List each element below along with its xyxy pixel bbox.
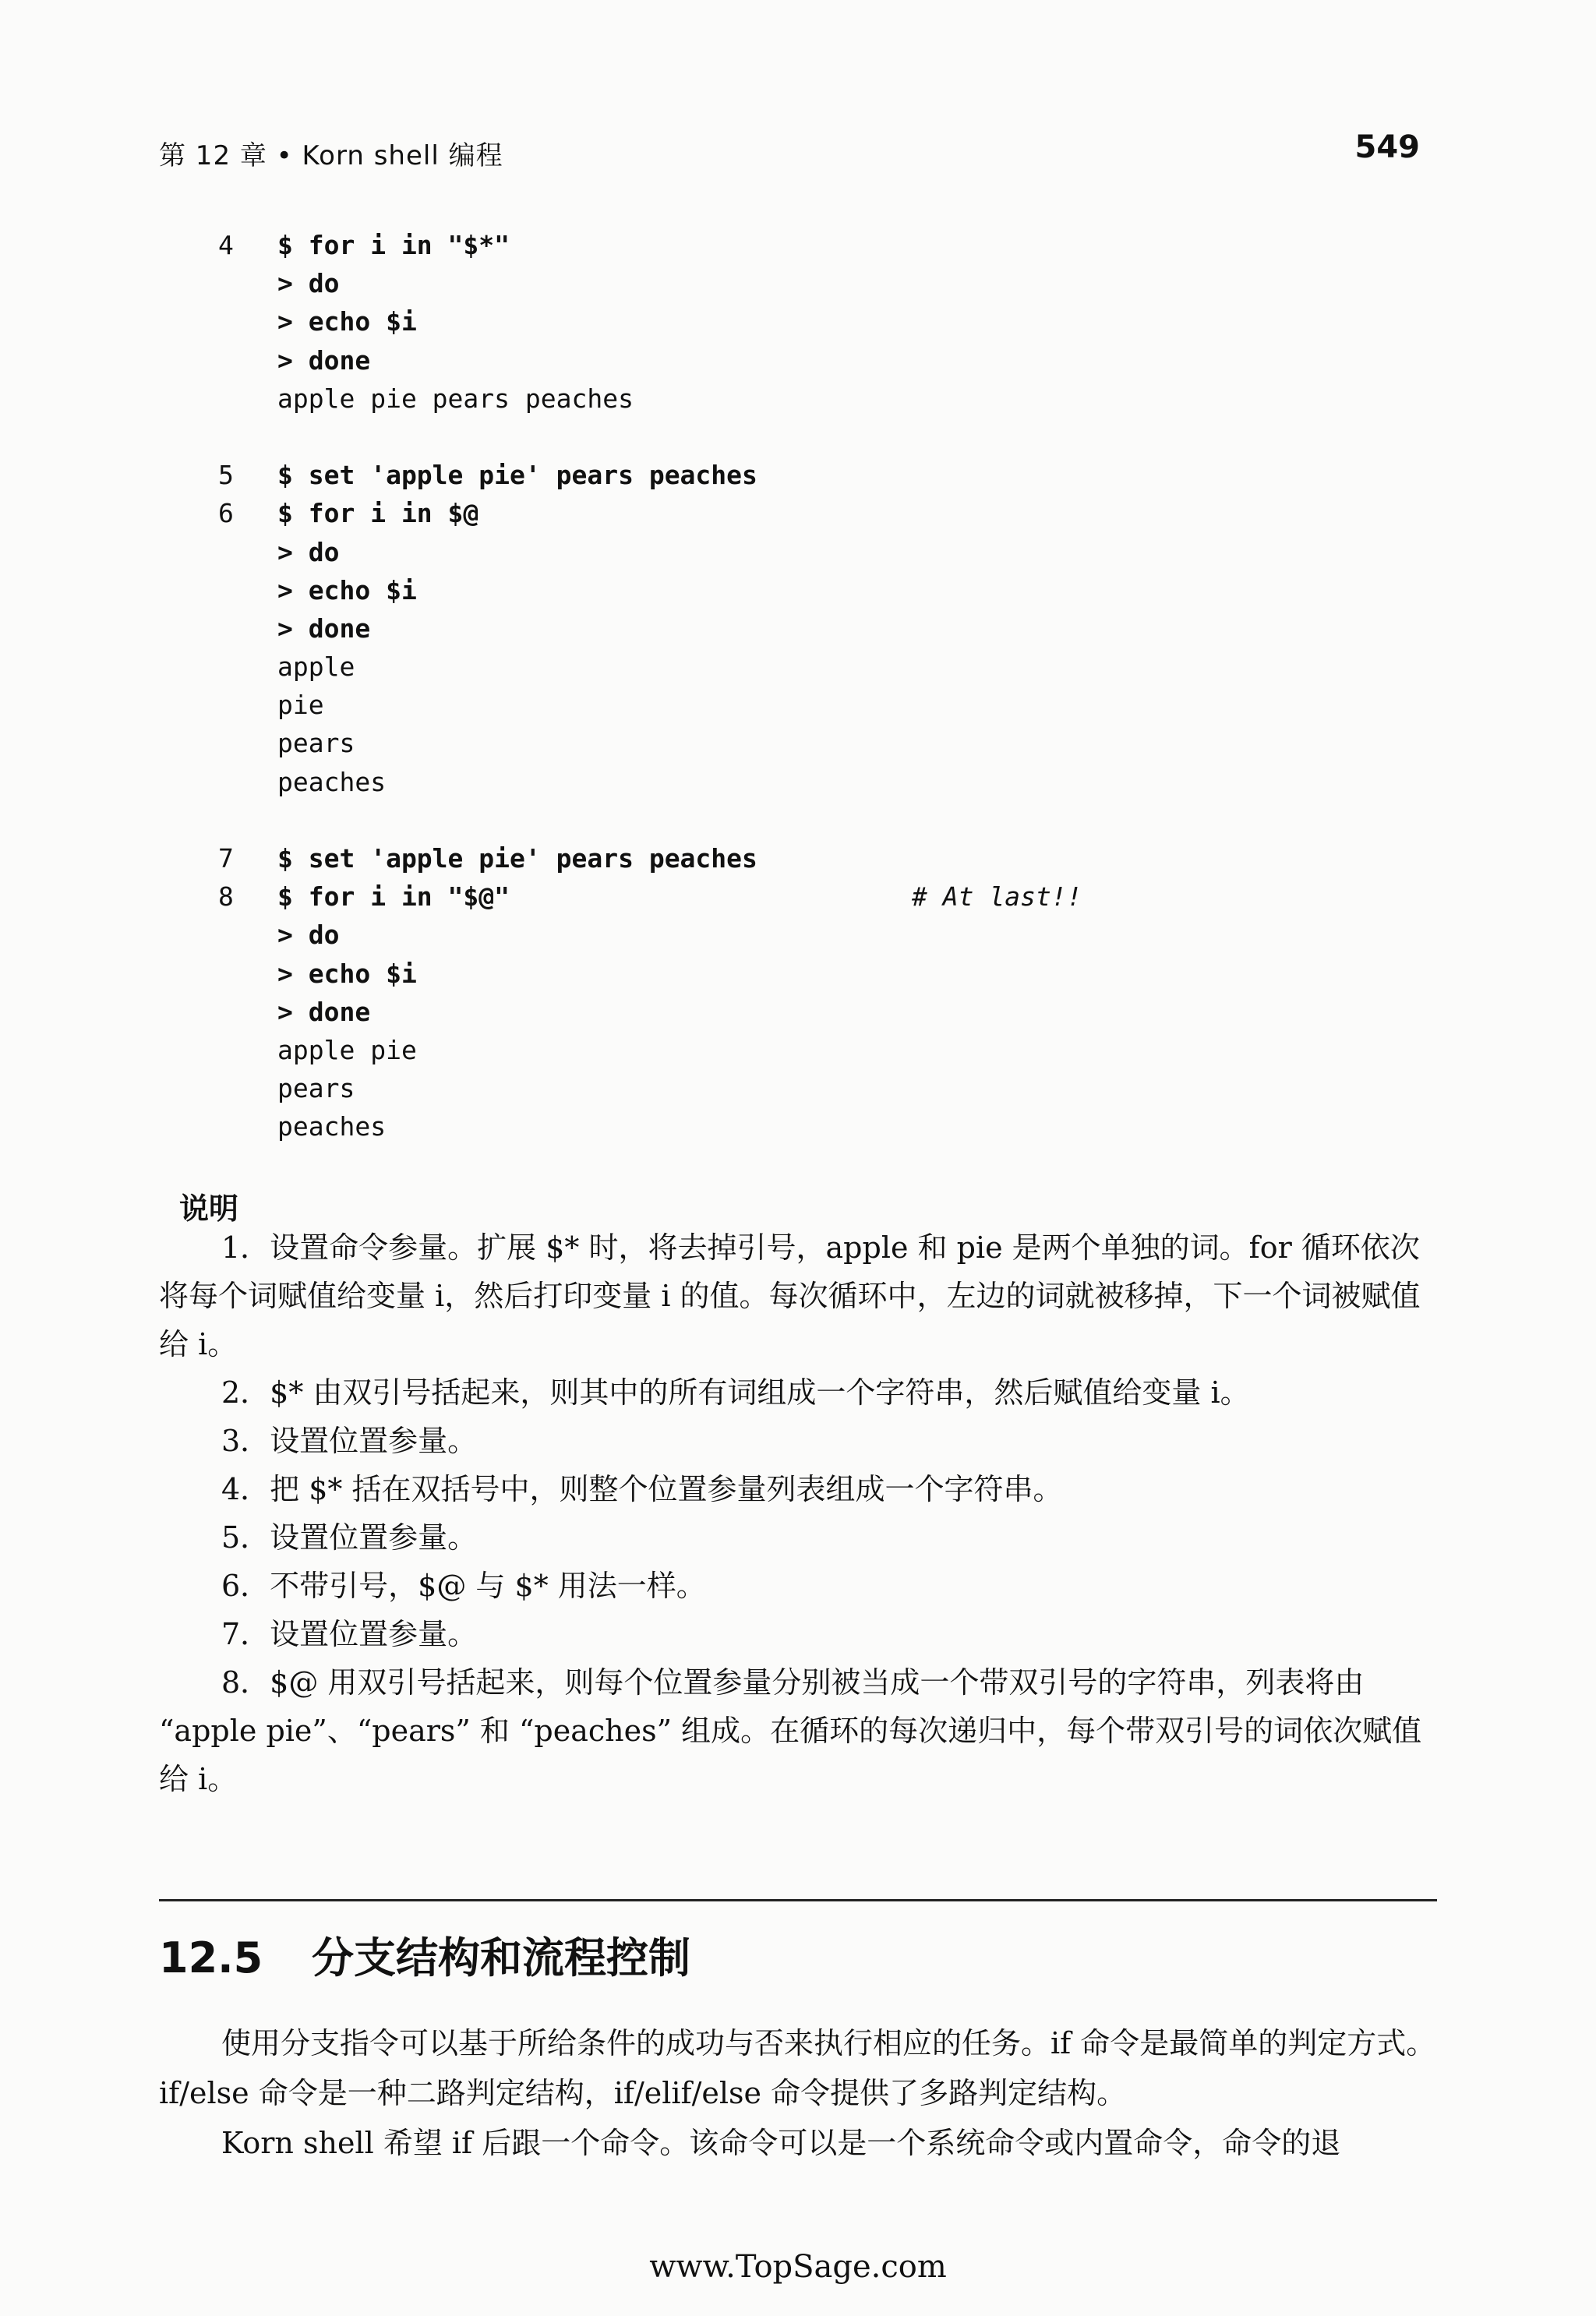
code-output bbox=[218, 648, 1465, 686]
explanation-item: 8．$@ 用双引号括起来，则每个位置参量分别被当成一个带双引号的字符串，列表将由 “apple pie”、“pears” 和 “peaches” 组成。在循环的每次递归中，每个带双引号的词依次赋值给 i。 bbox=[159, 1665, 1422, 1796]
code-output-text: apple pie pears peaches bbox=[277, 383, 634, 414]
code-output bbox=[218, 1031, 1465, 1069]
code-line bbox=[218, 302, 1465, 341]
code-line bbox=[218, 993, 1465, 1031]
section-body bbox=[159, 2018, 1437, 2168]
paragraph: Korn shell 希望 if 后跟一个命令。该命令可以是一个系统命令或内置命令，命令的退 bbox=[221, 2126, 1341, 2160]
code-line bbox=[218, 494, 1465, 532]
code-output-text: peaches bbox=[277, 766, 387, 797]
running-head: 第 12 章 • Korn shell 编程 bbox=[159, 140, 503, 171]
footer-url: www.TopSage.com bbox=[649, 2249, 947, 2285]
code-line bbox=[218, 916, 1465, 954]
code-line bbox=[218, 456, 1465, 494]
code-output-text: peaches bbox=[277, 1111, 387, 1142]
page-header bbox=[159, 129, 1420, 173]
explanation-item: 7．设置位置参量。 bbox=[221, 1617, 478, 1651]
section-title: 分支结构和流程控制 bbox=[312, 1933, 690, 1982]
code-example bbox=[218, 226, 1465, 1146]
code-command: > do bbox=[277, 920, 340, 951]
code-output-text: pears bbox=[277, 1073, 355, 1104]
code-line bbox=[218, 955, 1465, 993]
explanation-item: 3．设置位置参量。 bbox=[221, 1424, 478, 1458]
code-output bbox=[218, 686, 1465, 724]
code-command: > done bbox=[277, 613, 371, 644]
explanation-label: 说明 bbox=[179, 1192, 239, 1226]
code-line bbox=[218, 571, 1465, 609]
code-line-number: 8 bbox=[218, 881, 234, 913]
code-line-number: 6 bbox=[218, 498, 234, 529]
code-output bbox=[218, 763, 1465, 801]
page-number: 549 bbox=[1354, 129, 1420, 165]
code-output-text: pears bbox=[277, 728, 355, 759]
code-command: > echo $i bbox=[277, 574, 417, 605]
code-line bbox=[218, 226, 1465, 264]
code-command: > done bbox=[277, 344, 371, 376]
code-command: $ for i in $@ bbox=[277, 498, 479, 529]
section-divider bbox=[159, 1899, 1437, 1901]
code-command: $ for i in "$@" bbox=[277, 881, 510, 913]
code-line bbox=[218, 839, 1465, 877]
code-line bbox=[218, 609, 1465, 648]
explanation-item: 4．把 $* 括在双括号中，则整个位置参量列表组成一个字符串。 bbox=[221, 1472, 1063, 1506]
code-command: > do bbox=[277, 268, 340, 299]
explanation-item: 2．$* 由双引号括起来，则其中的所有词组成一个字符串，然后赋值给变量 i。 bbox=[221, 1375, 1250, 1410]
explanation-item: 6．不带引号，$@ 与 $* 用法一样。 bbox=[221, 1569, 706, 1603]
explanation-list bbox=[159, 1223, 1437, 1803]
code-spacer bbox=[218, 801, 1465, 839]
code-line-number: 7 bbox=[218, 843, 234, 874]
code-command: > echo $i bbox=[277, 306, 417, 337]
code-output bbox=[218, 1069, 1465, 1107]
code-line-number: 5 bbox=[218, 460, 234, 491]
code-command: > echo $i bbox=[277, 958, 417, 989]
code-command: > done bbox=[277, 996, 371, 1027]
code-command: > do bbox=[277, 536, 340, 567]
code-output bbox=[218, 1107, 1465, 1146]
code-output-text: pie bbox=[277, 690, 324, 721]
code-output bbox=[218, 380, 1465, 418]
code-line bbox=[218, 533, 1465, 571]
code-output-text: apple pie bbox=[277, 1034, 417, 1065]
section-heading bbox=[159, 1925, 690, 1985]
code-command: $ for i in "$*" bbox=[277, 230, 510, 260]
code-command: $ set 'apple pie' pears peaches bbox=[277, 460, 757, 491]
section-number: 12.5 bbox=[159, 1933, 263, 1982]
code-comment: # At last!! bbox=[912, 881, 1082, 913]
code-line bbox=[218, 264, 1465, 302]
explanation-item: 1．设置命令参量。扩展 $* 时，将去掉引号，apple 和 pie 是两个单独的词。for 循环依次将每个词赋值给变量 i，然后打印变量 i 的值。每次循环中，左边的词就被移掉，下一个词被赋值给 i。 bbox=[159, 1230, 1421, 1361]
code-spacer bbox=[218, 418, 1465, 456]
code-command: $ set 'apple pie' pears peaches bbox=[277, 843, 757, 874]
code-line-number: 4 bbox=[218, 230, 234, 260]
code-output bbox=[218, 724, 1465, 762]
code-line bbox=[218, 341, 1465, 380]
explanation-item: 5．设置位置参量。 bbox=[221, 1520, 478, 1555]
code-output-text: apple bbox=[277, 651, 355, 683]
paragraph: 使用分支指令可以基于所给条件的成功与否来执行相应的任务。if 命令是最简单的判定方式。if/else 命令是一种二路判定结构，if/elif/else 命令提供了多路判定结构。 bbox=[159, 2026, 1436, 2110]
code-line bbox=[218, 877, 1465, 916]
